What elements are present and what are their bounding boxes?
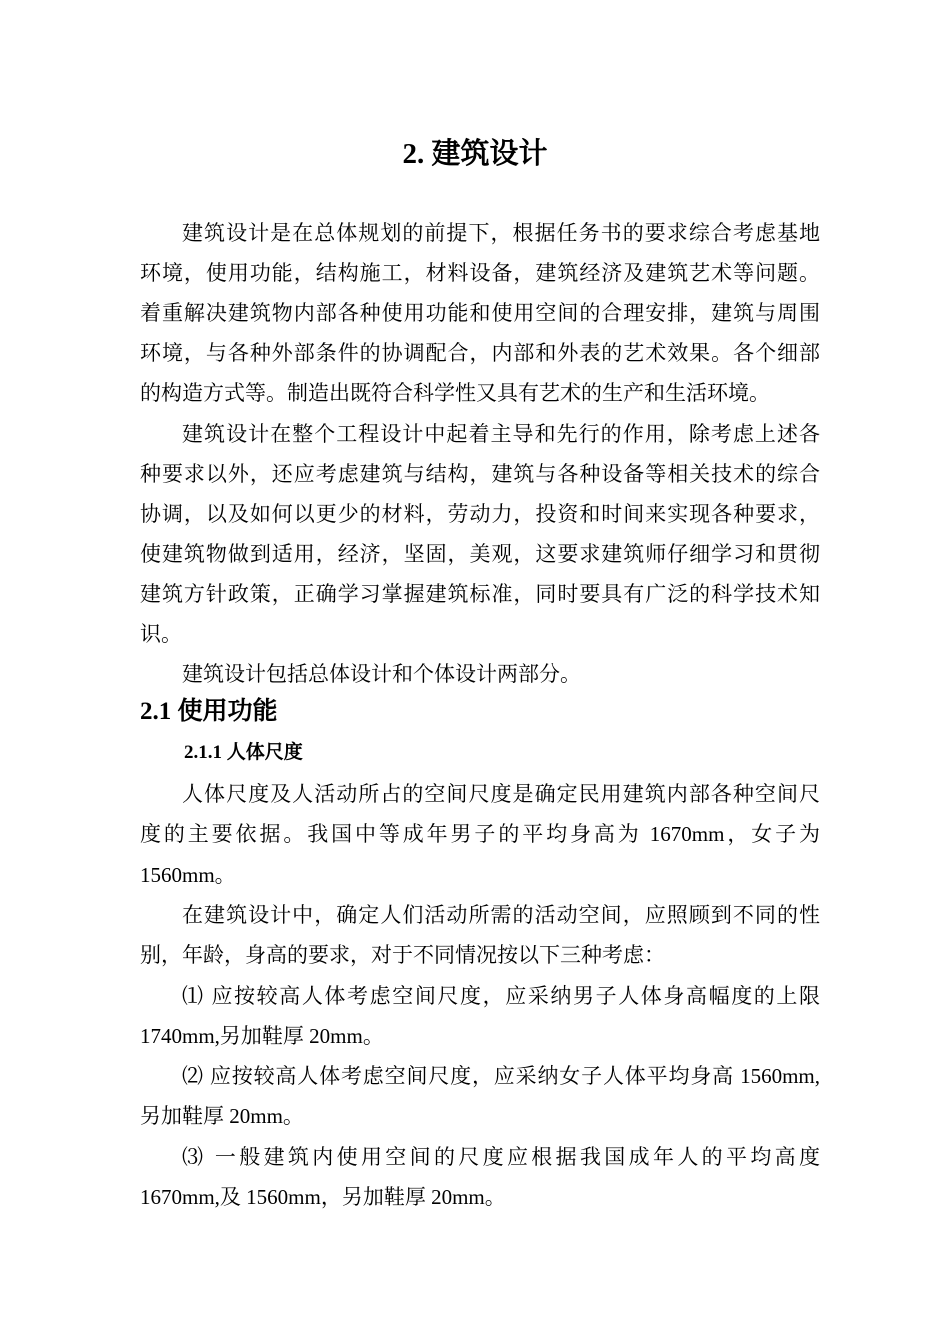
paragraph-line: 度的主要依据。我国中等成年男子的平均身高为 1670mm，女子为 [140, 822, 820, 846]
paragraph-line: 建筑方针政策，正确学习掌握建筑标准，同时要具有广泛的科学技术知 [140, 582, 820, 606]
paragraph-line: 别，年龄，身高的要求，对于不同情况按以下三种考虑： [140, 943, 665, 967]
subsection-heading: 2.1.1 人体尺度 [184, 742, 303, 763]
paragraph-line: 的构造方式等。制造出既符合科学性又具有艺术的生产和生活环境。 [140, 381, 770, 405]
paragraph-line: 1560mm。 [140, 863, 236, 887]
list-item-line: ⑶ 一般建筑内使用空间的尺度应根据我国成年人的平均高度 [182, 1145, 820, 1169]
paragraph-line: 环境，使用功能，结构施工，材料设备，建筑经济及建筑艺术等问题。 [140, 261, 820, 285]
paragraph-line: 种要求以外，还应考虑建筑与结构，建筑与各种设备等相关技术的综合 [140, 462, 820, 486]
paragraph-line: 人体尺度及人活动所占的空间尺度是确定民用建筑内部各种空间尺 [182, 782, 820, 806]
paragraph-line: 使建筑物做到适用，经济，坚固，美观，这要求建筑师仔细学习和贯彻 [140, 542, 820, 566]
list-item-line: 1670mm,及 1560mm，另加鞋厚 20mm。 [140, 1185, 506, 1209]
paragraph-line: 协调，以及如何以更少的材料，劳动力，投资和时间来实现各种要求， [140, 502, 820, 526]
paragraph-line: 建筑设计在整个工程设计中起着主导和先行的作用，除考虑上述各 [182, 422, 820, 446]
paragraph-line: 着重解决建筑物内部各种使用功能和使用空间的合理安排，建筑与周围 [140, 301, 820, 325]
paragraph-line: 环境，与各种外部条件的协调配合，内部和外表的艺术效果。各个细部 [140, 341, 820, 365]
paragraph-line: 建筑设计包括总体设计和个体设计两部分。 [182, 662, 581, 686]
paragraph-line: 建筑设计是在总体规划的前提下，根据任务书的要求综合考虑基地 [182, 221, 820, 245]
list-item-line: 1740mm,另加鞋厚 20mm。 [140, 1024, 384, 1048]
chapter-title: 2. 建筑设计 [402, 138, 548, 170]
section-heading: 2.1 使用功能 [140, 698, 278, 725]
paragraph-line: 在建筑设计中，确定人们活动所需的活动空间，应照顾到不同的性 [182, 903, 820, 927]
list-item-line: 另加鞋厚 20mm。 [140, 1104, 304, 1128]
list-item-line: ⑴ 应按较高人体考虑空间尺度，应采纳男子人体身高幅度的上限 [182, 984, 820, 1008]
paragraph-line: 识。 [140, 622, 182, 646]
list-item-line: ⑵ 应按较高人体考虑空间尺度，应采纳女子人体平均身高 1560mm, [182, 1064, 820, 1088]
